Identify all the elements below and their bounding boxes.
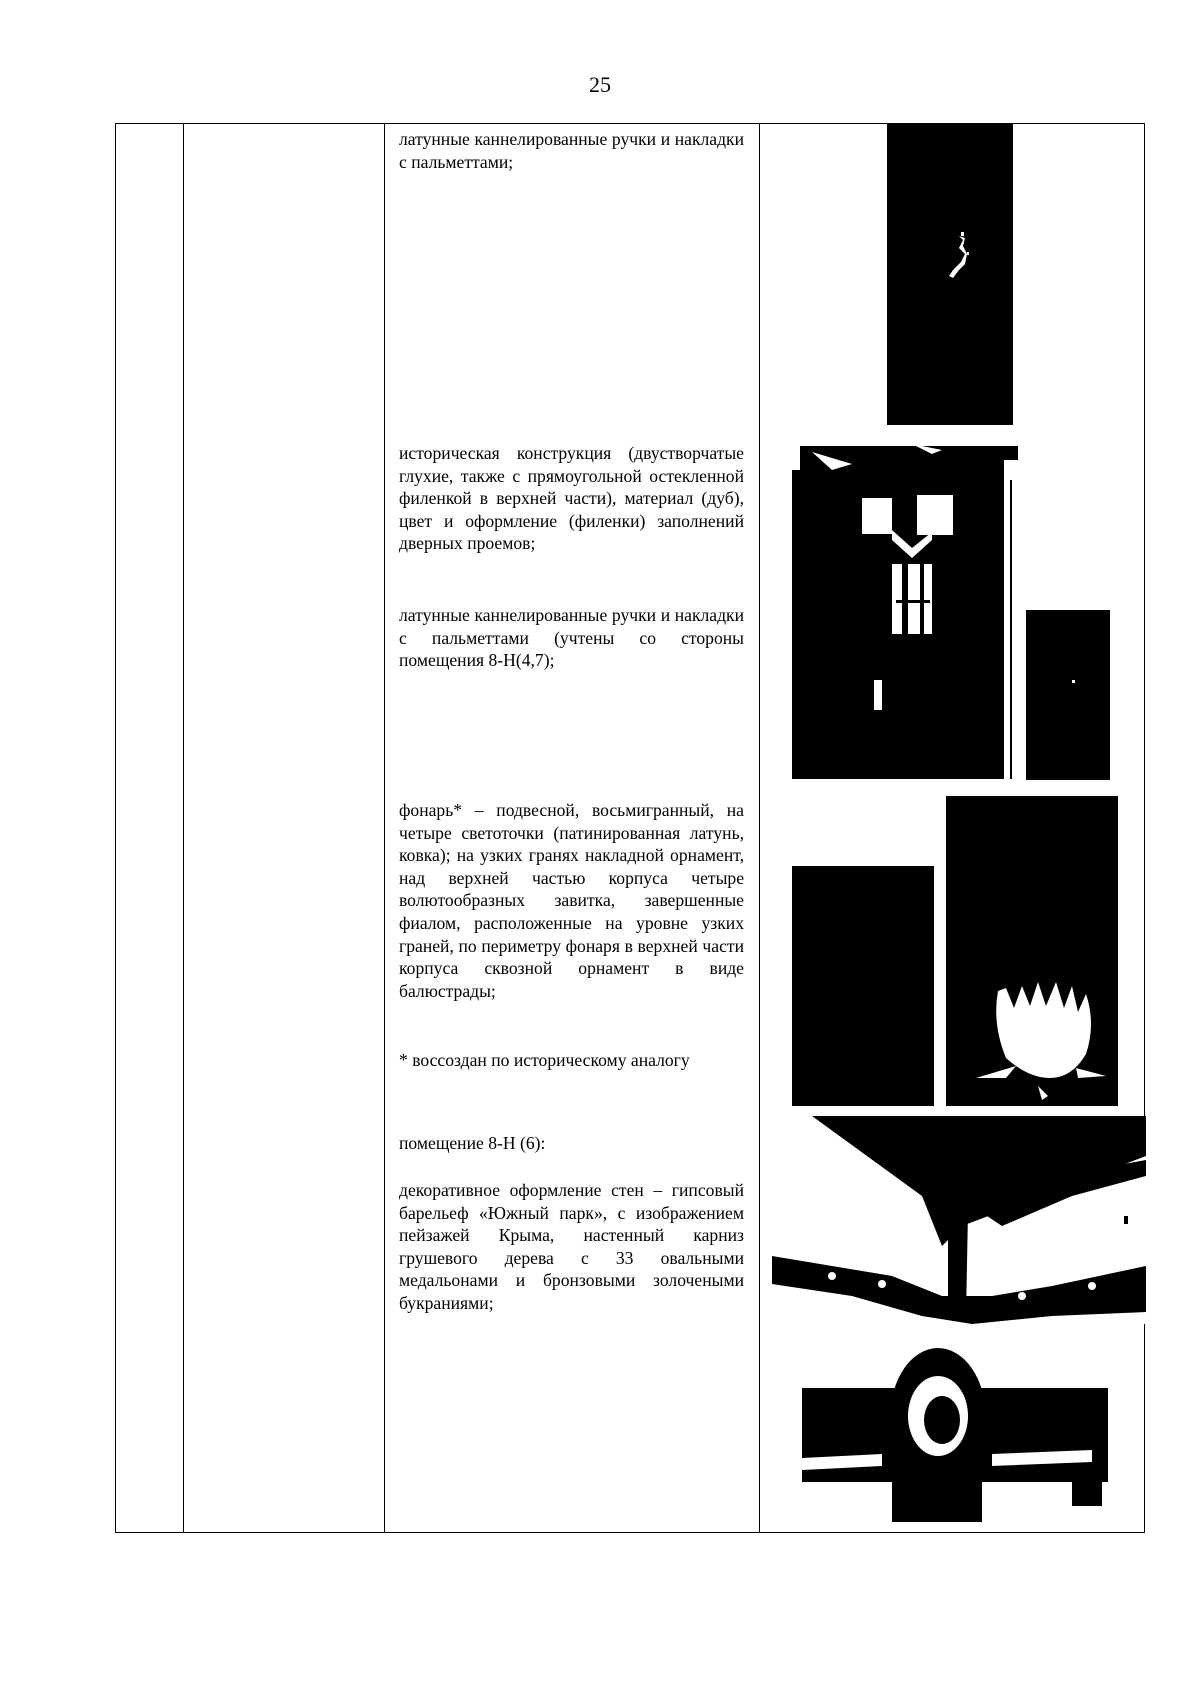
paragraph-lantern: фонарь* – подвесной, восьмигранный, на четыре светоточки (патинированная латунь, ковка); на узких гранях накладной орнамент, над верхней частью корпуса четыре волютообразных завитка, завершенные фиалом, расположенные на уровне узких граней, по периметру фонаря в верхней части корпуса сквозной орнамент в виде балюстрады;	[399, 800, 744, 1001]
paragraph-handles-1: латунные каннелированные ручки и накладки с пальметтами;	[399, 129, 744, 172]
paragraph-wall-decoration: декоративное оформление стен – гипсовый барельеф «Южный парк», с изображением пейзажей Крыма, настенный карниз грушевого дерева с 33 овальными медальонами и бронзовыми золочеными букраниями;	[399, 1180, 744, 1313]
column-divider-2	[384, 124, 385, 1532]
table-frame	[115, 123, 1145, 1533]
paragraph-footnote: * воссоздан по историческому аналогу	[399, 1050, 690, 1070]
page-number: 25	[589, 72, 611, 97]
paragraph-room-heading: помещение 8-Н (6):	[399, 1133, 546, 1153]
photo-handle-closeup	[1026, 610, 1110, 780]
paragraph-door-construction: историческая конструкция (двустворчатые глухие, также с прямоугольной остекленной филенкой в верхней части), материал (дуб), цвет и оформление (филенки) заполнений дверных проемов;	[399, 443, 744, 554]
photo-double-doors	[792, 440, 1018, 779]
photo-lantern-left	[792, 866, 934, 1106]
paragraph-handles-2: латунные каннелированные ручки и накладки с пальметтами (учтены со стороны помещения 8-Н(4,7);	[399, 605, 744, 671]
photo-door-handle	[887, 124, 1013, 425]
photo-lantern-right	[946, 796, 1118, 1106]
photo-medallion-cornice	[792, 1346, 1108, 1522]
column-divider-1	[183, 124, 184, 1532]
column-divider-3	[759, 124, 760, 1532]
photo-bas-relief	[772, 1116, 1146, 1324]
